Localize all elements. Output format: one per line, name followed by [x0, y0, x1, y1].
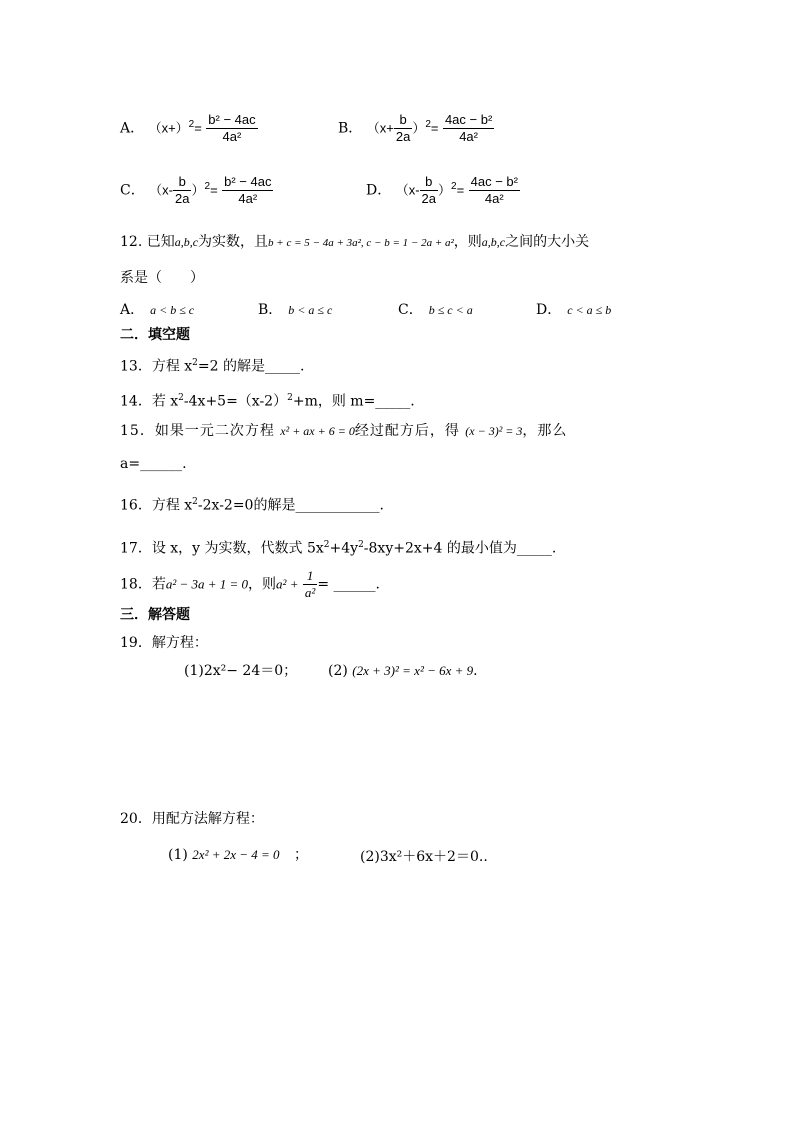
denominator: 2a — [175, 191, 190, 206]
math-vars: a,b,c — [174, 235, 199, 249]
text: 12. 已知 — [120, 234, 175, 250]
equals: = — [210, 182, 218, 198]
numerator: b — [420, 174, 438, 191]
fraction — [469, 174, 520, 207]
numerator: 4ac − b² — [470, 174, 518, 189]
option-label: D． — [536, 302, 562, 318]
option-a: a < b ≤ c — [150, 303, 195, 317]
q19-part2 — [328, 662, 478, 680]
text: 经过配方后，得 — [354, 423, 460, 439]
equals: = — [430, 120, 439, 136]
numerator: 1 — [303, 568, 317, 585]
expression-prefix: （x- — [395, 182, 420, 198]
separator: ； — [294, 847, 309, 863]
q18 — [120, 568, 380, 601]
text: ，那么 — [522, 423, 568, 439]
text: 17．设 x，y 为实数，代数式 5x — [120, 540, 324, 557]
option-label: A． — [120, 302, 145, 318]
q20-part2: (2)3x²＋6x＋2＝0.. — [360, 849, 488, 865]
exponent: 2 — [323, 540, 330, 550]
text: ，则 — [248, 576, 277, 593]
q11-option-a — [120, 112, 258, 145]
q11-option-b — [338, 112, 494, 145]
exponent: 2 — [287, 393, 293, 403]
fraction — [206, 112, 257, 145]
q17 — [120, 536, 556, 558]
text: 15．如果一元二次方程 — [120, 423, 275, 439]
inner-fraction — [173, 174, 191, 207]
math-vars: a,b,c — [481, 235, 506, 249]
numerator: b — [394, 112, 412, 129]
option-c: b ≤ c < a — [428, 303, 473, 317]
paren-close: ） — [438, 182, 452, 198]
fraction — [443, 112, 494, 145]
text: 18．若 — [120, 576, 166, 593]
option-label: B． — [338, 120, 363, 137]
math-equation: (2x + 3)² = x² − 6x + 9 — [352, 663, 474, 678]
math-equation: x² + ax + 6 = 0 — [280, 424, 355, 438]
exponent: 2 — [425, 118, 431, 130]
option-b: b < a ≤ c — [288, 303, 333, 317]
section-heading-fill-in: 二．填空题 — [120, 327, 190, 343]
equals: = — [456, 182, 465, 198]
text: -8xy+2x+4 的最小值为_____. — [363, 540, 557, 557]
exponent: 2 — [358, 540, 364, 550]
math-equation: b + c = 5 − 4a + 3a², c − b = 1 − 2a + a² — [268, 237, 454, 249]
q20-part1 — [168, 846, 308, 864]
q15-line2: a=______. — [120, 456, 187, 472]
option-label: D． — [366, 182, 392, 199]
expression-prefix: （x+ — [366, 120, 394, 136]
inner-fraction — [420, 174, 438, 207]
part-label: (2) — [328, 663, 348, 679]
option-label: C． — [398, 302, 423, 318]
q19-title: 19．解方程： — [120, 635, 208, 651]
expression-prefix: （x- — [149, 182, 174, 198]
text: 13．方程 x — [120, 358, 193, 375]
option-label: B． — [258, 302, 283, 318]
numerator: 4ac − b² — [444, 112, 493, 127]
math-expression: a² + — [276, 576, 299, 592]
denominator: 4a² — [459, 129, 478, 144]
option-d: c < a ≤ b — [567, 303, 612, 317]
option-d-wrap — [536, 301, 611, 319]
math-equation: 2x² + 2x − 4 = 0 — [192, 847, 280, 862]
inner-fraction — [394, 112, 412, 145]
q13 — [120, 354, 304, 376]
text: ，则 — [453, 234, 482, 250]
denominator: a² — [304, 585, 316, 600]
q20-title: 20．用配方法解方程： — [120, 811, 264, 827]
exponent: 2 — [188, 118, 195, 130]
text: 16．方程 x — [120, 497, 193, 514]
q12-stem-line1 — [120, 233, 589, 252]
text: -2x-2=0的解是____________. — [197, 497, 384, 514]
q14 — [120, 389, 415, 411]
math-equation: (x − 3)² = 3 — [465, 424, 523, 438]
option-c-wrap — [398, 301, 473, 319]
q12-stem-line2: 系是（ ） — [120, 270, 204, 286]
text: -4x+5=（x-2） — [183, 393, 288, 410]
paren-close: ） — [412, 120, 426, 136]
numerator: b² − 4ac — [224, 174, 272, 189]
text: =2 的解是_____. — [197, 358, 305, 375]
text: +m，则 m=_____. — [292, 393, 415, 410]
q16 — [120, 493, 384, 515]
expression-prefix: （x+） — [148, 120, 189, 136]
fraction — [222, 174, 273, 207]
option-label: A． — [120, 120, 145, 137]
denominator: 4a² — [222, 129, 242, 144]
option-label: C． — [120, 182, 145, 199]
q19-part1: (1)2x²− 24＝0； — [184, 663, 298, 679]
text: 为实数，且 — [198, 234, 269, 250]
q11-option-d — [366, 174, 520, 207]
exponent: 2 — [204, 180, 211, 192]
option-b-wrap — [258, 301, 332, 319]
denominator: 4a² — [484, 191, 504, 206]
exponent: 2 — [192, 497, 198, 507]
part-label: (1) — [168, 847, 188, 863]
paren-close: ） — [191, 182, 205, 198]
denominator: 2a — [421, 191, 436, 206]
exponent: 2 — [192, 358, 198, 368]
text: 之间的大小关 — [505, 234, 590, 250]
exponent: 2 — [178, 393, 184, 403]
fraction — [303, 568, 317, 601]
denominator: 2a — [395, 129, 411, 144]
equals: = — [194, 120, 202, 136]
exponent: 2 — [451, 180, 457, 192]
q12-options — [120, 301, 612, 319]
numerator: b² − 4ac — [208, 112, 256, 127]
numerator: b — [173, 174, 191, 191]
q11-option-c — [120, 174, 273, 207]
text: +4y — [329, 540, 359, 557]
denominator: 4a² — [238, 191, 258, 206]
math-equation: a² − 3a + 1 = 0 — [165, 576, 249, 592]
text: = ______. — [317, 576, 380, 593]
text: . — [473, 663, 478, 679]
q15-line1 — [120, 422, 567, 440]
text: 14．若 x — [120, 393, 179, 410]
section-heading-solutions: 三．解答题 — [120, 607, 190, 623]
